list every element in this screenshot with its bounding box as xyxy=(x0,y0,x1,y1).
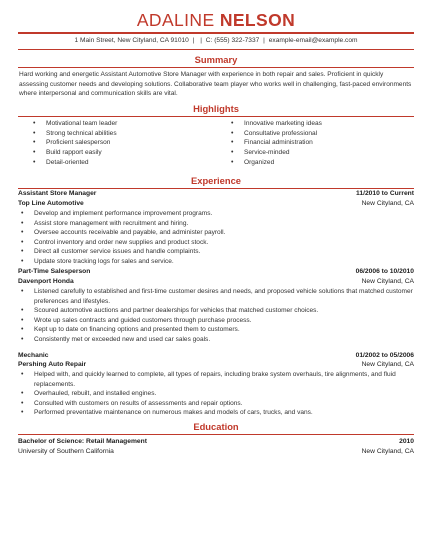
job-location: New Cityland, CA xyxy=(361,278,414,285)
experience-divider xyxy=(18,188,414,189)
first-name: ADALINE xyxy=(136,10,215,30)
school: University of Southern California xyxy=(18,448,114,455)
job-location: New Cityland, CA xyxy=(361,200,414,207)
highlight-item: • Consultative professional xyxy=(228,129,408,139)
email: example-email@example.com xyxy=(268,37,358,44)
job-company: Pershing Auto Repair xyxy=(18,361,87,368)
job-duties-list xyxy=(18,287,414,344)
duty-item: • Overhauled, rebuilt, and installed engines. xyxy=(18,389,414,399)
highlight-item: • Service-minded xyxy=(228,148,408,158)
highlights-heading: Highlights xyxy=(193,103,239,114)
header-divider xyxy=(18,32,414,34)
separator: | xyxy=(263,37,265,44)
summary-heading: Summary xyxy=(194,54,238,65)
summary-text: Hard working and energetic Assistant Automotive Store Manager with experience in both repair and sales. Proficient in quickly assessing customer needs and developing solutions. Collaborative team player who works well in challenging, fast-paced environments where interpersonal and communication skills are vital. xyxy=(19,71,412,98)
duty-item: • Update store tracking logs for sales and service. xyxy=(18,257,414,267)
duty-item: • Consistently met or exceeded new and used car sales goals. xyxy=(18,335,414,345)
last-name: NELSON xyxy=(219,10,296,30)
job-company: Davenport Honda xyxy=(18,278,74,285)
duty-item: • Assist store management with recruitment and hiring. xyxy=(18,219,414,229)
duty-item: • Helped with, and quickly learned to complete, all types of repairs, including brake system overhauls, tire alignments, and fluid replacements. xyxy=(18,370,414,389)
job-title: Part-Time Salesperson xyxy=(18,268,91,275)
duty-item: • Direct all customer service issues and handle complaints. xyxy=(18,247,414,257)
highlight-item: • Motivational team leader xyxy=(30,119,210,129)
duty-item: • Performed preventative maintenance on numerous makes and models of cars, trucks, and vans. xyxy=(18,408,414,418)
job-duties-list xyxy=(18,209,414,266)
job-dates: 01/2002 to 05/2006 xyxy=(355,352,414,359)
highlight-item: • Build rapport easily xyxy=(30,148,210,158)
duty-item: • Control inventory and order new supplies and product stock. xyxy=(18,238,414,248)
highlight-item: • Financial administration xyxy=(228,138,408,148)
separator: | xyxy=(200,37,202,44)
candidate-name xyxy=(18,10,414,31)
graduation-year: 2010 xyxy=(399,438,414,445)
job-dates: 06/2006 to 10/2010 xyxy=(355,268,414,275)
duty-item: • Oversee accounts receivable and payable, and administer payroll. xyxy=(18,228,414,238)
duty-item: • Scoured automotive auctions and partner dealerships for vehicles that matched customer choices. xyxy=(18,306,414,316)
school-location: New Cityland, CA xyxy=(361,448,414,455)
education-divider xyxy=(18,434,414,435)
summary-divider xyxy=(18,67,414,68)
address: 1 Main Street, New Cityland, CA 91010 xyxy=(74,37,189,44)
phone: C: (555) 322-7337 xyxy=(205,37,260,44)
job-location: New Cityland, CA xyxy=(361,361,414,368)
highlight-item: • Innovative marketing ideas xyxy=(228,119,408,129)
highlight-item: • Strong technical abilities xyxy=(30,129,210,139)
experience-heading: Experience xyxy=(190,175,242,186)
contact-line xyxy=(18,37,414,44)
duty-item: • Develop and implement performance improvement programs. xyxy=(18,209,414,219)
highlight-item: • Detail-oriented xyxy=(30,158,210,168)
highlights-left-list xyxy=(30,119,210,168)
duty-item: • Listened carefully to established and first-time customer desires and needs, and proposed vehicle solutions that matched customer preferences and lifestyles. xyxy=(18,287,414,306)
job-title: Mechanic xyxy=(18,352,49,359)
duty-item: • Kept up to date on financing options and presented them to customers. xyxy=(18,325,414,335)
duty-item: • Wrote up sales contracts and guided customers through purchase process. xyxy=(18,316,414,326)
separator: | xyxy=(192,37,195,44)
education-heading: Education xyxy=(193,421,239,432)
job-duties-list xyxy=(18,370,414,418)
job-company: Top Line Automotive xyxy=(18,200,84,207)
job-title: Assistant Store Manager xyxy=(18,190,97,197)
highlights-divider xyxy=(18,116,414,117)
degree: Bachelor of Science: Retail Management xyxy=(18,438,147,445)
contact-divider xyxy=(18,49,414,50)
highlights-right-list xyxy=(228,119,408,168)
highlight-item: • Proficient salesperson xyxy=(30,138,210,148)
job-dates: 11/2010 to Current xyxy=(356,190,414,197)
duty-item: • Consulted with customers on results of assessments and repair options. xyxy=(18,399,414,409)
highlight-item: • Organized xyxy=(228,158,408,168)
